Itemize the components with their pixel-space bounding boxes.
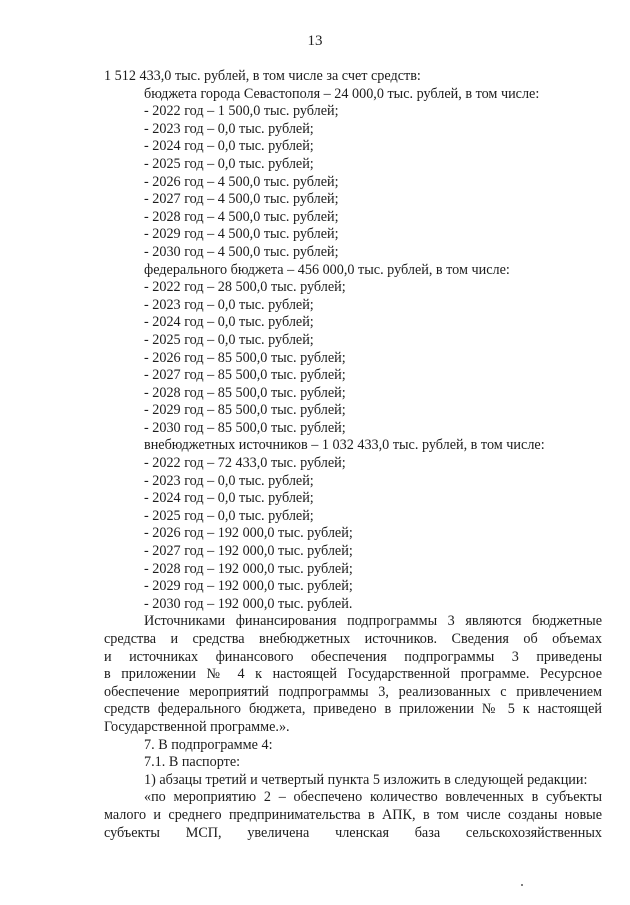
text-line: средства и средства внебюджетных источников. Сведения об объемах: [104, 631, 602, 647]
text-line: - 2029 год – 85 500,0 тыс. рублей;: [144, 402, 346, 419]
text-line: - 2024 год – 0,0 тыс. рублей;: [144, 490, 314, 507]
text-line: 7. В подпрограмме 4:: [144, 736, 273, 753]
text-line: 7.1. В паспорте:: [144, 754, 241, 771]
text-line: 1) абзацы третий и четвертый пункта 5 изложить в следующей редакции:: [144, 771, 588, 788]
text-line: «по мероприятию 2 – обеспечено количество вовлеченных в субъекты: [144, 789, 602, 806]
text-line: - 2026 год – 85 500,0 тыс. рублей;: [144, 349, 346, 366]
text-line: - 2025 год – 0,0 тыс. рублей;: [144, 155, 314, 172]
text-line: обеспечение мероприятий подпрограммы 3, реализованных с привлечением: [104, 683, 602, 700]
text-line: малого и среднего предпринимательства в АПК, в том числе созданы новые: [104, 806, 602, 823]
text-line: - 2022 год – 28 500,0 тыс. рублей;: [144, 279, 346, 296]
text-line: бюджета города Севастополя – 24 000,0 тыс. рублей, в том числе:: [144, 85, 540, 102]
text-line: - 2030 год – 4 500,0 тыс. рублей;: [144, 243, 339, 260]
text-line: - 2022 год – 72 433,0 тыс. рублей;: [144, 455, 346, 472]
text-line: Государственной программе.».: [104, 718, 290, 735]
text-line: Источниками финансирования подпрограммы 3 являются бюджетные: [144, 613, 602, 630]
text-line: - 2027 год – 192 000,0 тыс. рублей;: [144, 543, 353, 560]
text-line: и источниках финансового обеспечения подпрограммы 3 приведены: [104, 648, 602, 665]
text-line: - 2022 год – 1 500,0 тыс. рублей;: [144, 103, 339, 120]
text-line: - 2024 год – 0,0 тыс. рублей;: [144, 138, 314, 155]
text-line: - 2025 год – 0,0 тыс. рублей;: [144, 507, 314, 524]
text-line: - 2027 год – 4 500,0 тыс. рублей;: [144, 191, 339, 208]
text-line: - 2030 год – 192 000,0 тыс. рублей.: [144, 595, 353, 612]
text-line: - 2025 год – 0,0 тыс. рублей;: [144, 331, 314, 348]
text-line: - 2028 год – 4 500,0 тыс. рублей;: [144, 208, 339, 225]
text-line: 1 512 433,0 тыс. рублей, в том числе за счет средств:: [104, 68, 421, 84]
text-line: - 2029 год – 4 500,0 тыс. рублей;: [144, 226, 339, 243]
text-line: - 2024 год – 0,0 тыс. рублей;: [144, 314, 314, 331]
text-line: - 2030 год – 85 500,0 тыс. рублей;: [144, 419, 346, 436]
text-line: - 2023 год – 0,0 тыс. рублей;: [144, 472, 314, 489]
text-line: - 2027 год – 85 500,0 тыс. рублей;: [144, 367, 346, 384]
text-line: - 2023 год – 0,0 тыс. рублей;: [144, 296, 314, 313]
text-line: - 2028 год – 85 500,0 тыс. рублей;: [144, 384, 346, 401]
text-line: - 2026 год – 192 000,0 тыс. рублей;: [144, 525, 353, 542]
page-number: 13: [307, 33, 323, 49]
text-line: - 2026 год – 4 500,0 тыс. рублей;: [144, 173, 339, 190]
text-line: - 2023 год – 0,0 тыс. рублей;: [144, 120, 314, 137]
text-line: федерального бюджета – 456 000,0 тыс. рублей, в том числе:: [144, 261, 510, 278]
text-line: в приложении № 4 к настоящей Государственной программе. Ресурсное: [104, 666, 602, 683]
text-line: - 2028 год – 192 000,0 тыс. рублей;: [144, 560, 353, 577]
text-line: - 2029 год – 192 000,0 тыс. рублей;: [144, 578, 353, 595]
document-body: [104, 68, 602, 842]
text-line: субъекты МСП, увеличена членская база сельскохозяйственных: [104, 824, 602, 841]
scan-speck: [521, 884, 523, 886]
text-line: средств федерального бюджета, приведено в приложении № 5 к настоящей: [104, 701, 602, 718]
text-line: внебюджетных источников – 1 032 433,0 тыс. рублей, в том числе:: [144, 437, 545, 454]
